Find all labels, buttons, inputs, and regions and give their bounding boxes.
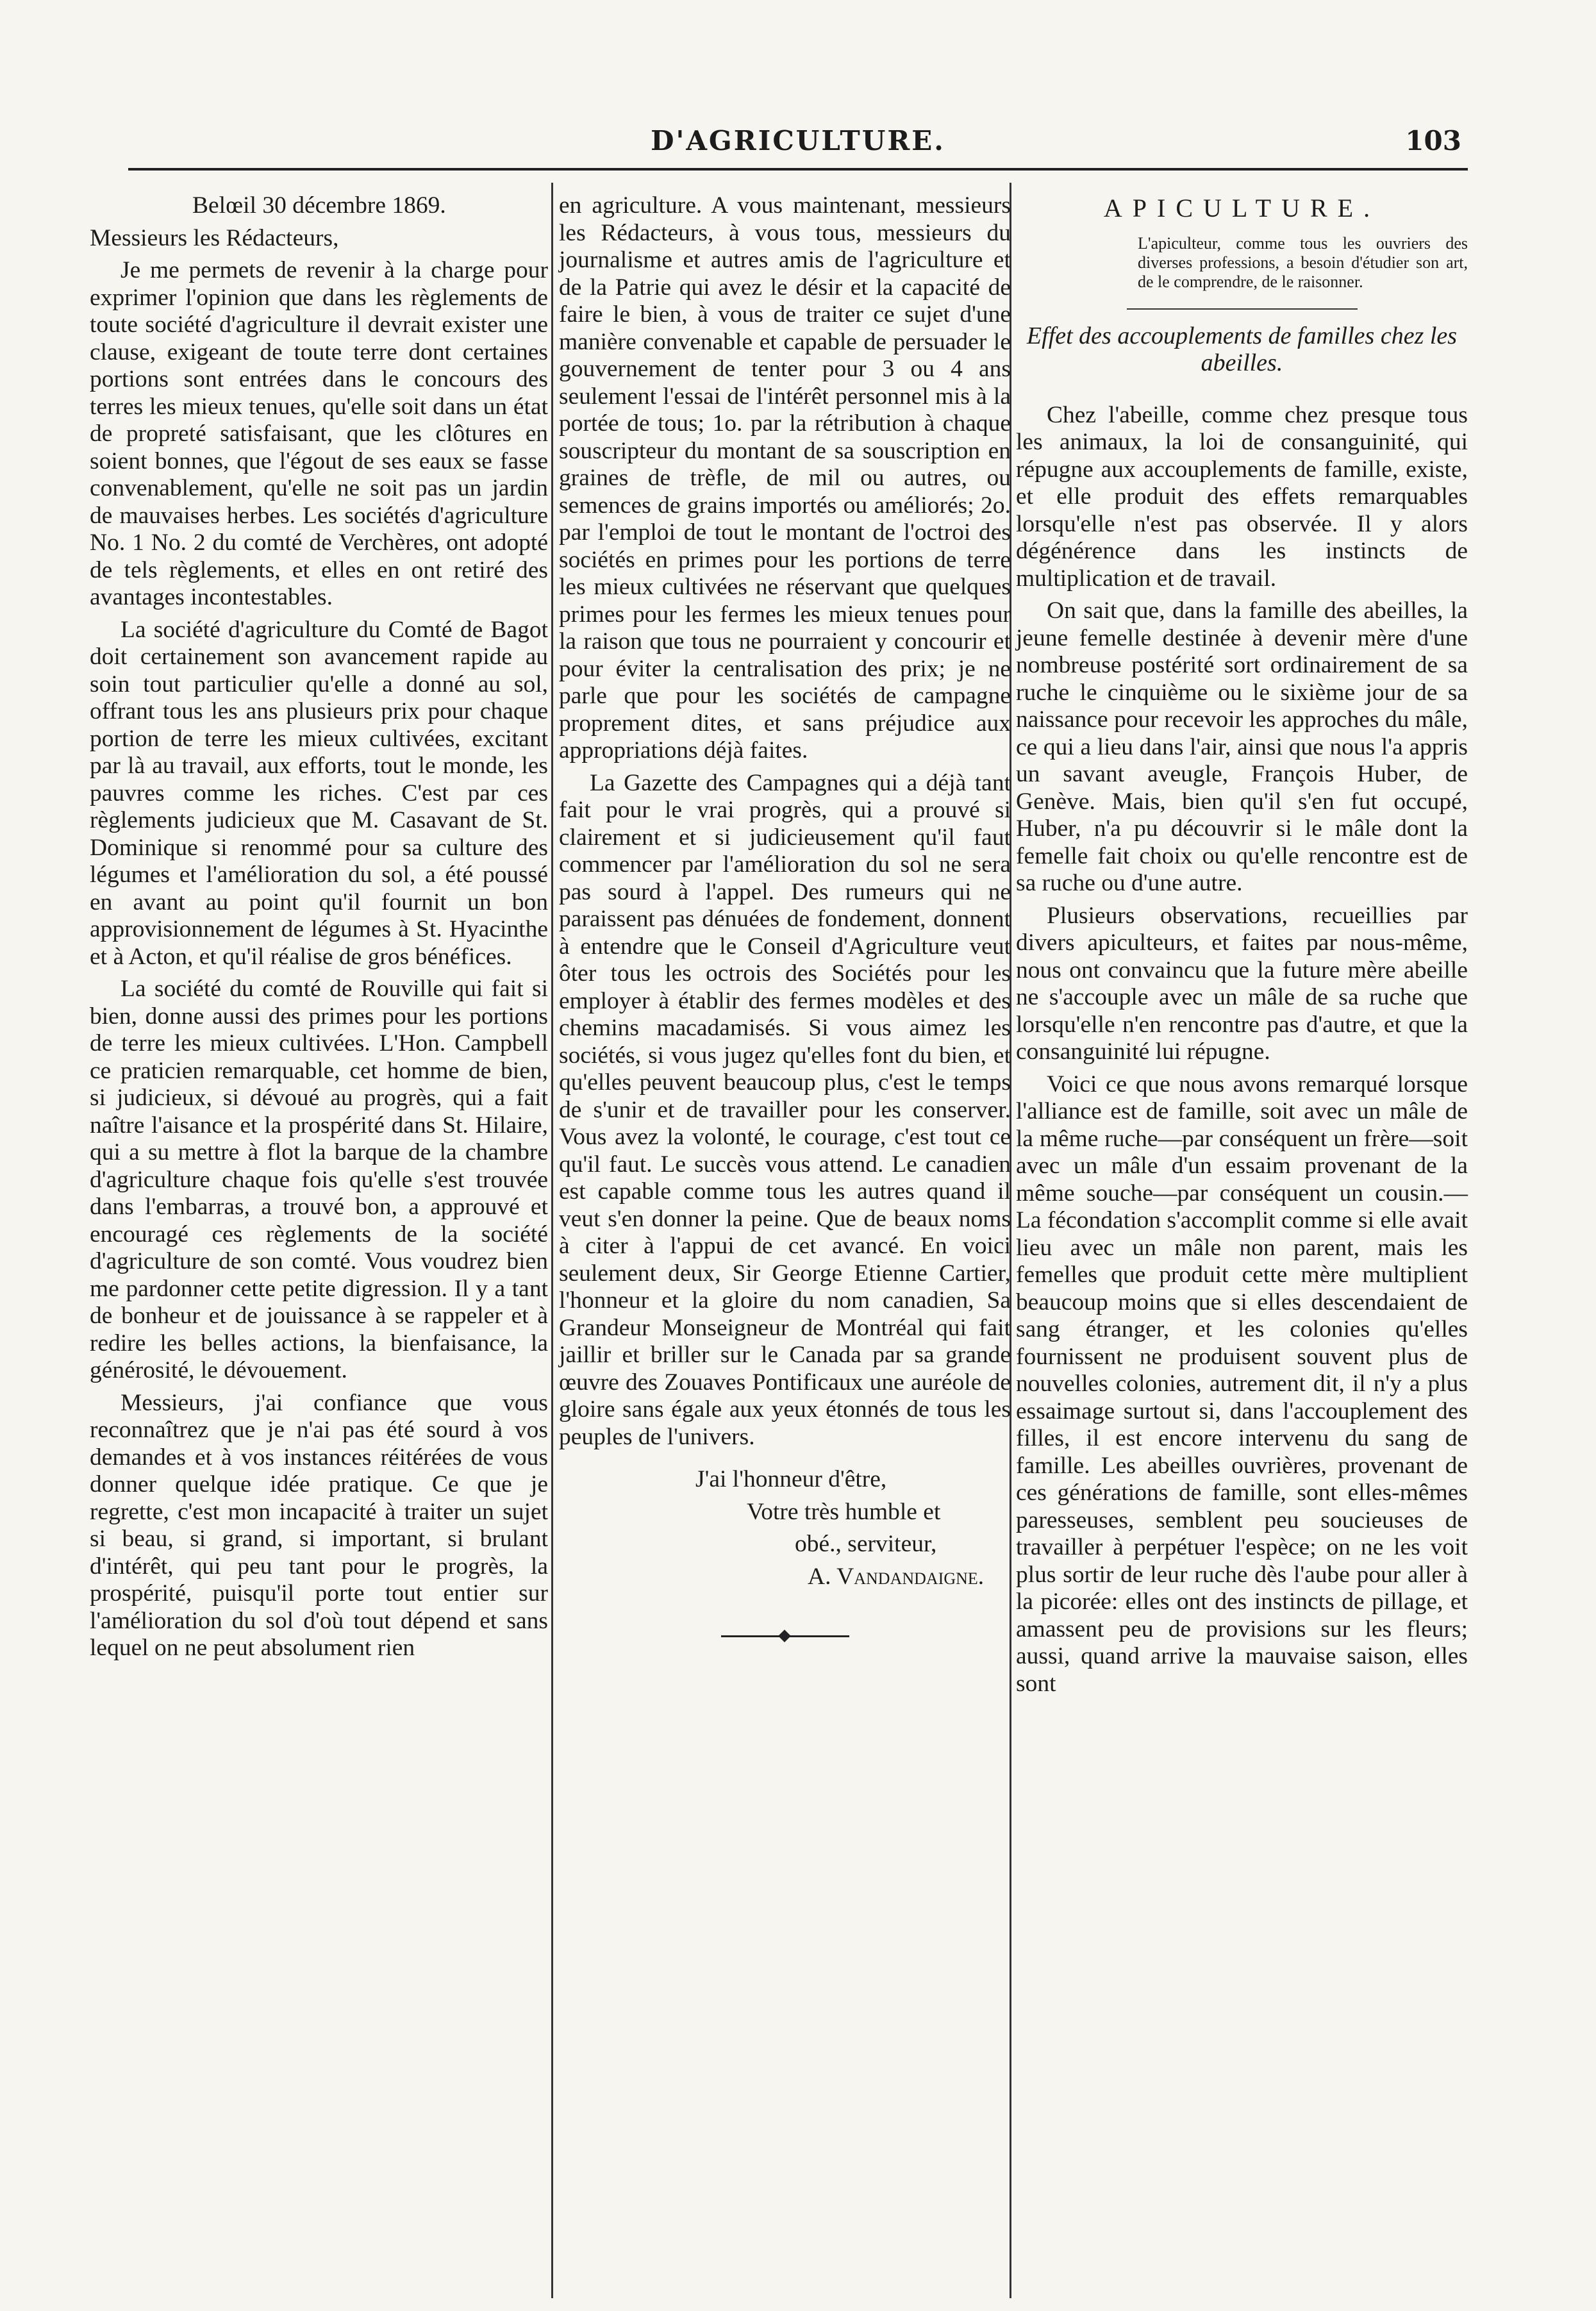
- closing-line: J'ai l'honneur d'être,: [695, 1466, 887, 1492]
- article-paragraph: La société d'agriculture du Comté de Bagot doit certainement son avancement rapide au soin tout particulier qu'elle a donné au sol, offrant tous les ans plusieurs prix pour chaque portion de terre les mieux cultivées, excitant par là au travail, aux efforts, tout le monde, les pauvres comme les riches. C'est par ces règlements judicieux que M. Casavant de St. Dominique si renommé pour sa culture des légumes et l'amélioration du sol, a été poussé en avant au point qu'il fournit un bon approvisionnement de légumes à St. Hyacinthe et à Acton, et qu'il réalise de gros bénéfices.: [90, 616, 548, 970]
- column-left: [90, 192, 548, 1667]
- section-rule: [1127, 308, 1358, 310]
- column-middle: [559, 192, 1011, 1637]
- article-paragraph: Je me permets de revenir à la charge pour exprimer l'opinion que dans les règlements de toute société d'agriculture il devrait exister une clause, exigeant de toute terre dont certaines portions sont entrées dans le concours des terres les mieux tenues, qu'elle soit dans un état de propreté satisfaisant, que les clôtures en soient bonnes, que l'égout de ses eaux se fasse convenablement, qu'elle ne soit pas un jardin de mauvaises herbes. Les sociétés d'agriculture No. 1 No. 2 du comté de Verchères, ont adopté de tels règlements, et elles en ont retiré des avantages incontestables.: [90, 257, 548, 610]
- end-ornament: [721, 1635, 849, 1637]
- running-header-title: D'AGRICULTURE.: [651, 125, 945, 156]
- article-paragraph: Plusieurs observations, recueillies par divers apiculteurs, et faites par nous-même, nous ont convaincu que la future mère abeille ne s'accouple avec un mâle de sa ruche que lorsqu'elle n'en rencontre pas d'autre, et que la consanguinité lui répugne.: [1016, 902, 1468, 1065]
- article-paragraph: Chez l'abeille, comme chez presque tous les animaux, la loi de consanguinité, qui répugne aux accouplements de famille, existe, et elle produit des effets remarquables lorsqu'elle n'est pas observée. Il y alors dégénérence dans les instincts de multiplication et de travail.: [1016, 401, 1468, 592]
- header-rule: [128, 168, 1468, 171]
- section-title: APICULTURE.: [1103, 194, 1381, 222]
- closing-line: Votre très humble et: [747, 1498, 941, 1525]
- column-divider-left: [551, 183, 553, 2298]
- article-paragraph: Messieurs, j'ai confiance que vous reconnaîtrez que je n'ai pas été sourd à vos demandes et à vos instances réitérées de vous donner quelque idée pratique. Ce que je regrette, c'est mon incapacité à traiter un sujet si beau, si grand, si important, si brulant d'intérêt, qui peu tant pour le progrès, la prospérité, puisqu'il porte tout entier sur l'amélioration du sol d'où tout dépend et sans lequel on ne peut absolument rien: [90, 1389, 548, 1661]
- article-paragraph: La société du comté de Rouville qui fait si bien, donne aussi des primes pour les portions de terre les mieux cultivées. L'Hon. Campbell ce praticien remarquable, cet homme de bien, si judicieux, si dévoué au progrès, qui a fait naître l'aisance et la prospérité dans St. Hilaire, qui a su mettre à flot la barque de la chambre d'agriculture chaque fois qu'elle s'est trouvée dans l'embarras, a trouvé bon, a approuvé et encouragé ces règlements de la société d'agriculture de son comté. Vous voudrez bien me pardonner cette petite digression. Il y a tant de bonheur et de jouissance à se rappeler et à redire les belles actions, la bienfaisance, la générosité, le dévouement.: [90, 976, 548, 1383]
- article-paragraph: Voici ce que nous avons remarqué lorsque l'alliance est de famille, soit avec un mâle de la même ruche—par conséquent un frère—soit avec un mâle d'un essaim provenant de la même souche—par conséquent un cousin.—La fécondation s'accomplit comme si elle avait lieu avec un mâle non parent, mais les femelles que produit cette mère multiplient beaucoup moins que si elles descendaient de sang étranger, et les colonies qu'elles fournissent ne produisent souvent plus de nouvelles colonies, autrement dit, il n'y a plus essaimage surtout si, dans l'accouplement des filles, il est encore intervenu du sang de famille. Les abeilles ouvrières, provenant de ces générations de famille, sont elles-mêmes paresseuses, semblent peu soucieuses de travailler à perpétuer l'espèce; on ne les voit plus sortir de leur ruche dès l'aube pour aller à la picorée: elles ont des instincts de pillage, et amassent peu de provisions sur les fleurs; aussi, quand arrive la mauvaise saison, elles sont: [1016, 1071, 1468, 1697]
- article-paragraph: en agriculture. A vous maintenant, messieurs les Rédacteurs, à vous tous, messieurs du journalisme et autres amis de l'agriculture et de la Patrie qui avez le désir et la capacité de faire le bien, à vous de traiter ce sujet d'une manière convenable et capable de persuader le gouvernement de tenter pour 3 ou 4 ans seulement l'essai de l'intérêt personnel mis à la portée de tous; 1o. par la rétribution à chaque souscripteur du montant de sa souscription en graines de trèfle, de mil ou autres, ou semences de grains importés ou améliorés; 2o. par l'emploi de tout le montant de l'octroi des sociétés en primes pour les portions de terre les mieux cultivées ne réservant que quelques primes pour les fermes les mieux tenues pour la raison que tous ne pourraient y concourir et pour éviter la centralisation des prix; je ne parle que pour les sociétés de campagne proprement dites, et sans préjudice aux appropriations déjà faites.: [559, 192, 1011, 763]
- article-paragraph: On sait que, dans la famille des abeilles, la jeune femelle destinée à devenir mère d'une nombreuse postérité sort ordinairement de sa ruche le cinquième ou le sixième jour de sa naissance pour recevoir les approches du mâle, ce qui a lieu dans l'air, ainsi que nous l'a appris un savant aveugle, François Huber, de Genève. Mais, bien qu'il s'en fut occupé, Huber, n'a pu découvrir si le mâle dont la femelle fait choix ou qu'elle rencontre est de sa ruche ou d'une autre.: [1016, 597, 1468, 896]
- letter-signature: A. Vandandaigne.: [808, 1563, 985, 1590]
- closing-line: obé., serviteur,: [795, 1531, 937, 1557]
- epigraph: L'apiculteur, comme tous les ouvriers des diverses professions, a besoin d'étudier son art, de le comprendre, de le raisonner.: [1138, 233, 1468, 291]
- letter-salutation: Messieurs les Rédacteurs,: [90, 224, 339, 251]
- page-number: 103: [1405, 125, 1461, 156]
- article-subtitle: Effet des accouplements de familles chez les abeilles.: [1026, 322, 1458, 376]
- letter-dateline: Belœil 30 décembre 1869.: [192, 192, 446, 219]
- column-right: [1016, 192, 1468, 1703]
- article-paragraph: La Gazette des Campagnes qui a déjà tant fait pour le vrai progrès, qui a prouvé si clairement et si judicieusement qu'il faut commencer par l'amélioration du sol ne sera pas sourd à l'appel. Des rumeurs qui ne paraissent pas dénuées de fondement, donnent à entendre que le Conseil d'Agriculture veut ôter tous les octrois des Sociétés pour les employer à établir des fermes modèles et des chemins macadamisés. Si vous aimez les sociétés, si vous jugez qu'elles font du bien, et qu'elles peuvent beaucoup plus, c'est le temps de s'unir et de travailler pour les conserver. Vous avez la volonté, le courage, c'est tout ce qu'il faut. Le succès vous attend. Le canadien est capable comme tous les autres quand il veut s'en donner la peine. Que de beaux noms à citer à l'appui de cet avancé. En voici seulement deux, Sir George Etienne Cartier, l'honneur et la gloire du nom canadien, Sa Grandeur Monseigneur de Montréal qui fait jaillir et briller sur le Canada par sa grande œuvre des Zouaves Pontificaux une auréole de gloire sans égale aux yeux étonnés de tous les peuples de l'univers.: [559, 769, 1011, 1450]
